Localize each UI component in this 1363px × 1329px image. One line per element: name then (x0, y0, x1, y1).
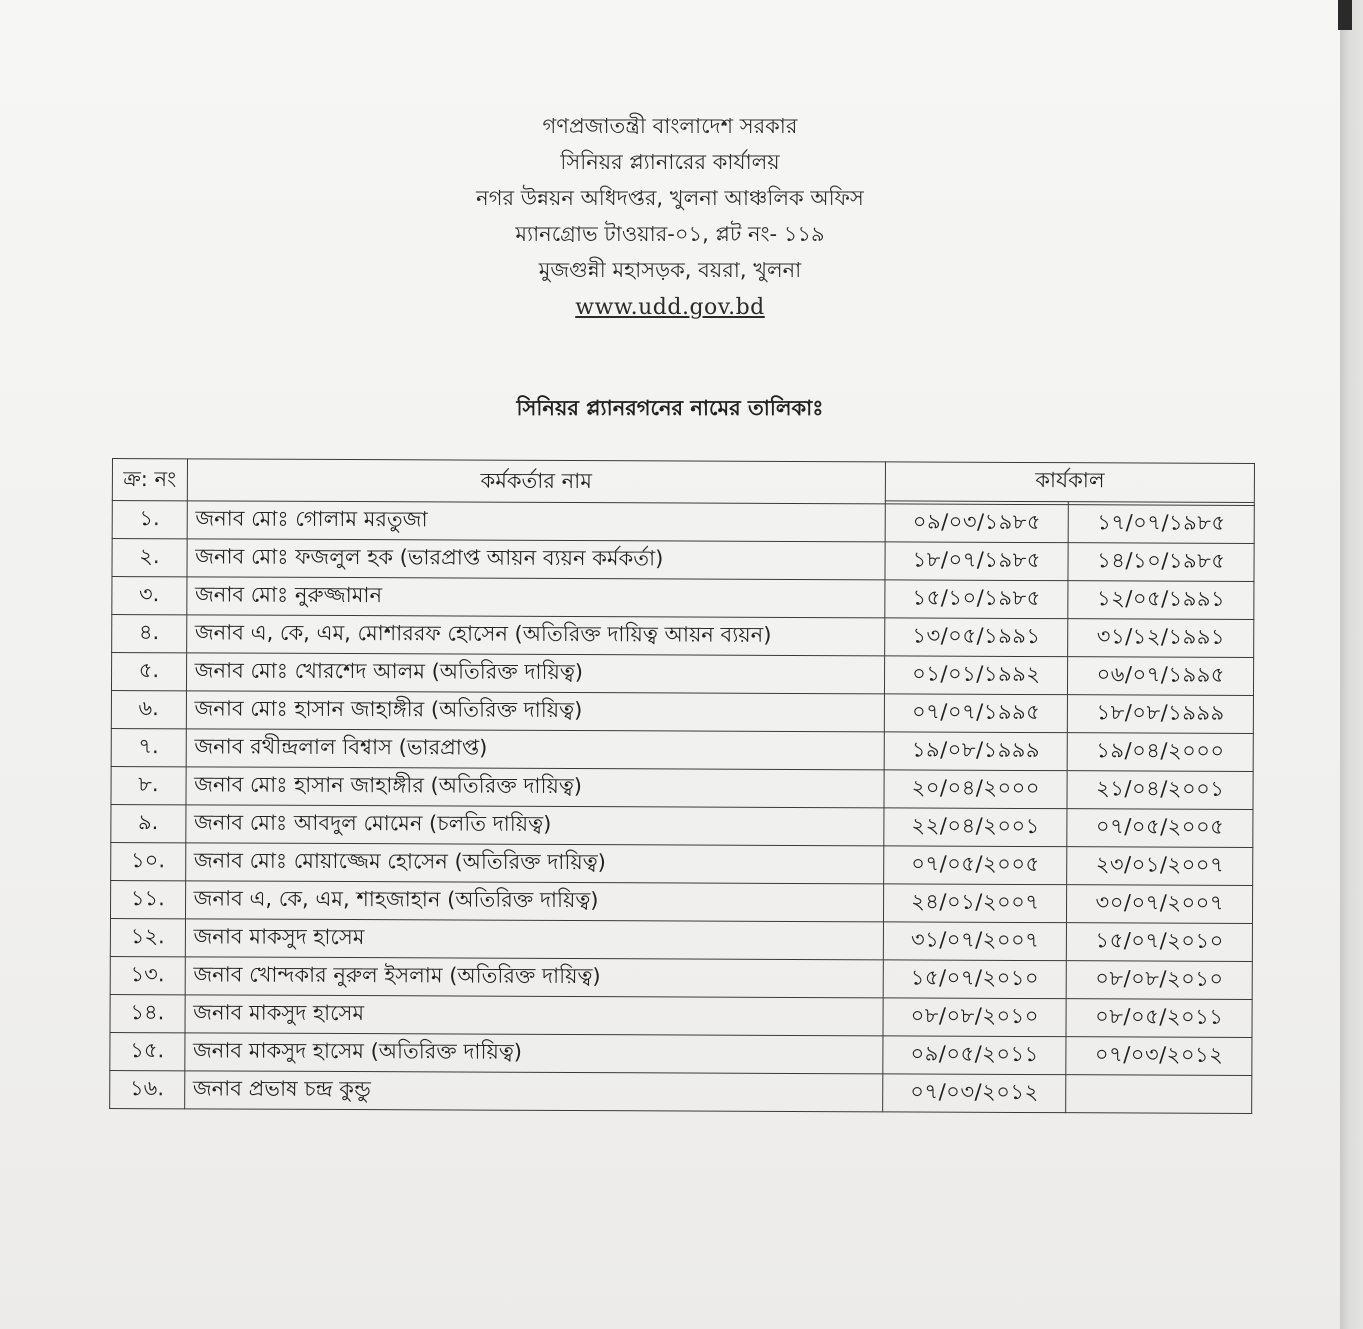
table-row (110, 1032, 1252, 1075)
table-body (110, 501, 1255, 1114)
tenure-from-cell: ০৭/০৩/২০১২ (883, 1074, 1067, 1113)
table-row (110, 918, 1252, 961)
office-name: সিনিয়র প্ল্যানারের কার্যালয় (560, 150, 780, 174)
serial-cell: ১৬. (110, 1070, 185, 1108)
officer-name-cell: জনাব রথীন্দ্রলাল বিশ্বাস (ভারপ্রাপ্ত) (186, 729, 885, 770)
dark-corner (1338, 0, 1352, 30)
officer-name-cell: জনাব মাকসুদ হাসেম (অতিরিক্ত দায়িত্ব) (184, 1033, 883, 1074)
department-name: নগর উন্নয়ন অধিদপ্তর, খুলনা আঞ্চলিক অফিস (476, 186, 864, 210)
tenure-to-cell: ০৬/০৭/১৯৯৫ (1068, 657, 1254, 696)
officer-name-cell: জনাব মোঃ ফজলুল হক (ভারপ্রাপ্ত আয়ন ব্যয়ন কর্মকর্তা) (187, 539, 886, 580)
header-serial: ক্র: নং (112, 459, 187, 501)
table-row (110, 956, 1252, 999)
serial-cell: ৮. (111, 766, 186, 804)
tenure-to-cell: ১৫/০৭/২০১০ (1067, 923, 1253, 962)
tenure-from-cell: ২২/০৪/২০০১ (884, 808, 1068, 847)
serial-cell: ৯. (111, 804, 186, 842)
serial-cell: ৪. (112, 615, 187, 653)
tenure-from-cell: ১৮/০৭/১৯৮৫ (885, 542, 1069, 581)
header-tenure: কার্যকাল (885, 462, 1254, 503)
tenure-from-cell: ৩১/০৭/২০০৭ (883, 922, 1067, 961)
tenure-to-cell: ২৩/০১/২০০৭ (1067, 847, 1253, 886)
address-line-1: ম্যানগ্রোভ টাওয়ার-০১, প্লট নং- ১১৯ (515, 222, 825, 246)
table-row (112, 539, 1254, 582)
table-header-row (112, 459, 1254, 503)
tenure-from-cell: ০৭/০৫/২০০৫ (884, 846, 1068, 885)
tenure-from-cell: ০৯/০৫/২০১১ (883, 1036, 1067, 1075)
tenure-to-cell: ১২/০৫/১৯৯১ (1068, 581, 1254, 620)
serial-cell: ৬. (111, 690, 186, 728)
officer-name-cell: জনাব মোঃ হাসান জাহাঙ্গীর (অতিরিক্ত দায়িত্ব) (186, 767, 885, 808)
tenure-from-cell: ০৮/০৮/২০১০ (883, 998, 1067, 1037)
table-row (110, 994, 1252, 1037)
office-header (330, 108, 1010, 326)
table-row (111, 690, 1253, 733)
serial-cell: ১. (112, 501, 187, 539)
page-edge-shadow (1340, 0, 1363, 1329)
table-row (111, 804, 1253, 847)
table-row (112, 501, 1254, 544)
tenure-to-cell: ১৯/০৪/২০০০ (1068, 733, 1254, 772)
officer-name-cell: জনাব এ, কে, এম, মোশাররফ হোসেন (অতিরিক্ত দায়িত্ব আয়ন ব্যয়ন) (186, 615, 885, 656)
tenure-to-cell: ০৭/০৫/২০০৫ (1067, 809, 1253, 848)
serial-cell: ২. (112, 539, 187, 577)
serial-cell: ৩. (112, 577, 187, 615)
table-row (111, 766, 1253, 809)
serial-cell: ১১. (110, 880, 185, 918)
website-url: www.udd.gov.bd (575, 295, 765, 320)
tenure-to-cell: ২১/০৪/২০০১ (1067, 771, 1253, 810)
officer-name-cell: জনাব মাকসুদ হাসেম (185, 995, 884, 1036)
tenure-from-cell: ১৫/০৭/২০১০ (883, 960, 1067, 999)
tenure-from-cell: ০৭/০৭/১৯৯৫ (884, 694, 1068, 733)
serial-cell: ১৩. (110, 956, 185, 994)
tenure-to-cell (1066, 1075, 1252, 1114)
tenure-from-cell: ১৯/০৮/১৯৯৯ (884, 732, 1068, 771)
table-row (112, 615, 1254, 658)
tenure-from-cell: ১৫/১০/১৯৮৫ (885, 580, 1069, 619)
tenure-from-cell: ২০/০৪/২০০০ (884, 770, 1068, 809)
tenure-to-cell: ১৭/০৭/১৯৮৫ (1069, 505, 1255, 544)
officer-name-cell: জনাব মোঃ খোরশেদ আলম (অতিরিক্ত দায়িত্ব) (186, 653, 885, 694)
list-title: সিনিয়র প্ল্যানরগনের নামের তালিকাঃ (516, 396, 824, 420)
table-row (111, 653, 1253, 696)
serial-cell: ৭. (111, 728, 186, 766)
table-row (110, 1070, 1252, 1113)
serial-cell: ১২. (110, 918, 185, 956)
officer-name-cell: জনাব মোঃ নুরুজ্জামান (186, 577, 885, 618)
table-row (111, 728, 1253, 771)
tenure-to-cell: ০৮/০৮/২০১০ (1067, 961, 1253, 1000)
tenure-from-cell: ১৩/০৫/১৯৯১ (885, 618, 1069, 657)
tenure-to-cell: ১৪/১০/১৯৮৫ (1068, 543, 1254, 582)
officer-name-cell: জনাব খোন্দকার নুরুল ইসলাম (অতিরিক্ত দায়িত্ব) (185, 957, 884, 998)
officer-name-cell: জনাব মোঃ মোয়াজ্জেম হোসেন (অতিরিক্ত দায়িত্ব) (185, 843, 884, 884)
tenure-to-cell: ০৮/০৫/২০১১ (1066, 999, 1252, 1038)
table-row (111, 842, 1253, 885)
planners-table (109, 458, 1255, 1114)
officer-name-cell: জনাব মোঃ হাসান জাহাঙ্গীর (অতিরিক্ত দায়িত্ব) (186, 691, 885, 732)
header-name: কর্মকর্তার নাম (187, 459, 886, 504)
tenure-to-cell: ১৮/০৮/১৯৯৯ (1068, 695, 1254, 734)
serial-cell: ১৪. (110, 994, 185, 1032)
serial-cell: ১৫. (110, 1032, 185, 1070)
officer-name-cell: জনাব এ, কে, এম, শাহজাহান (অতিরিক্ত দায়িত্ব) (185, 881, 884, 922)
address-line-2: মুজগুন্নী মহাসড়ক, বয়রা, খুলনা (538, 258, 802, 282)
tenure-to-cell: ৩০/০৭/২০০৭ (1067, 885, 1253, 924)
tenure-to-cell: ০৭/০৩/২০১২ (1066, 1037, 1252, 1076)
officer-name-cell: জনাব প্রভাষ চন্দ্র কুন্ডু (184, 1071, 883, 1112)
tenure-from-cell: ০৯/০৩/১৯৮৫ (885, 504, 1069, 543)
government-name: গণপ্রজাতন্ত্রী বাংলাদেশ সরকার (542, 114, 798, 138)
tenure-from-cell: ০১/০১/১৯৯২ (885, 656, 1069, 695)
serial-cell: ৫. (111, 653, 186, 691)
table-row (110, 880, 1252, 923)
table-row (112, 577, 1254, 620)
officer-name-cell: জনাব মাকসুদ হাসেম (185, 919, 884, 960)
officer-name-cell: জনাব মোঃ গোলাম মরতুজা (187, 501, 886, 542)
tenure-to-cell: ৩১/১২/১৯৯১ (1068, 619, 1254, 658)
serial-cell: ১০. (111, 842, 186, 880)
tenure-from-cell: ২৪/০১/২০০৭ (884, 884, 1068, 923)
officer-name-cell: জনাব মোঃ আবদুল মোমেন (চলতি দায়িত্ব) (185, 805, 884, 846)
